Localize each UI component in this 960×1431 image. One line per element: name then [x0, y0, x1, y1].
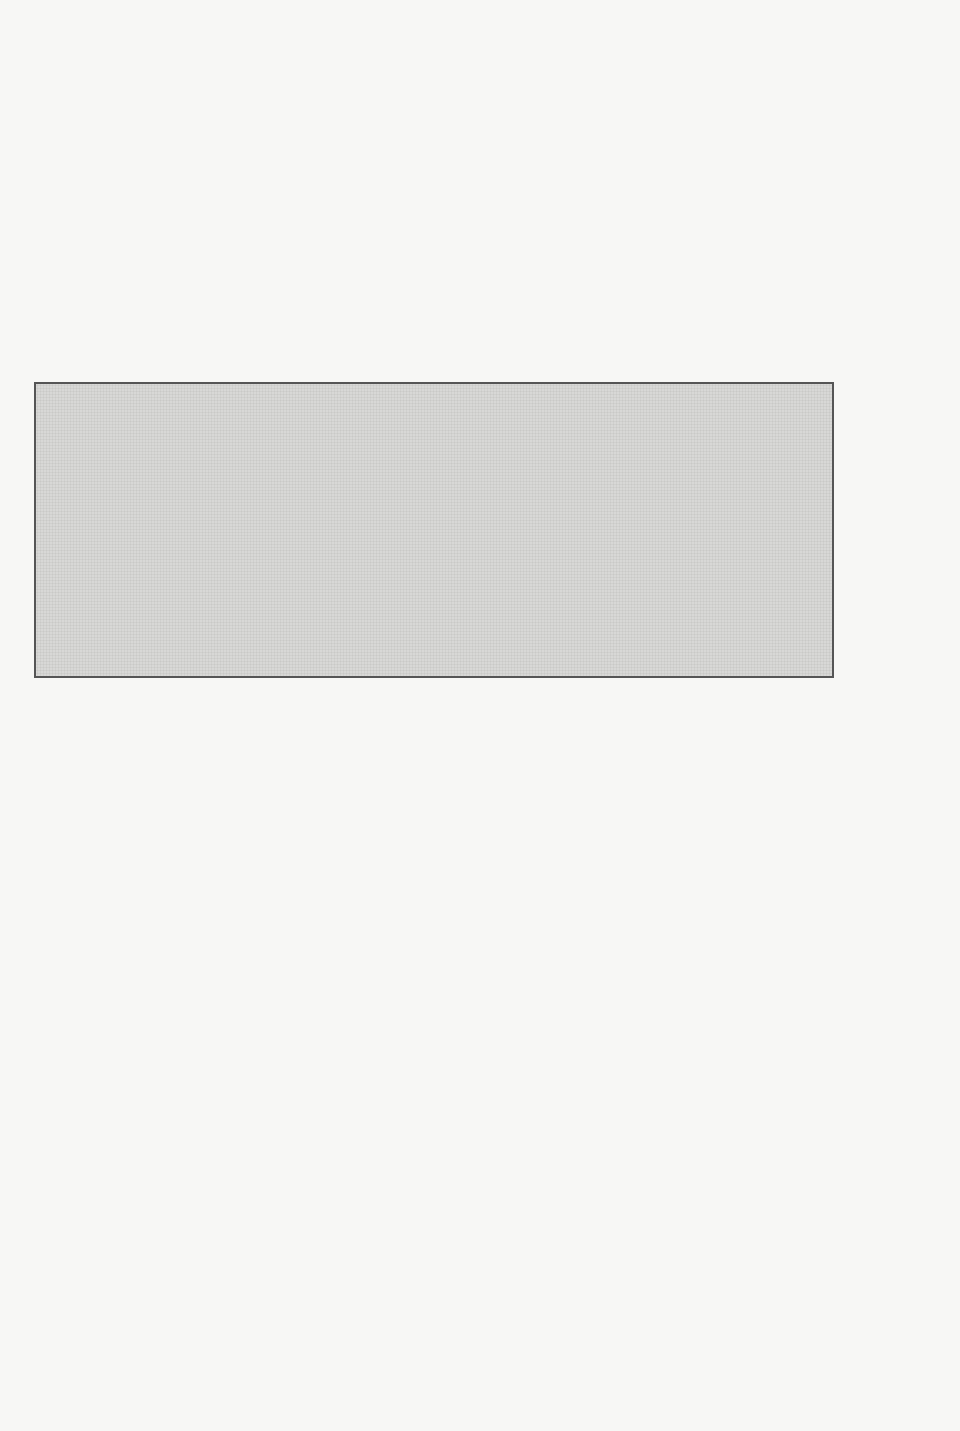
- callout-box: [34, 382, 834, 678]
